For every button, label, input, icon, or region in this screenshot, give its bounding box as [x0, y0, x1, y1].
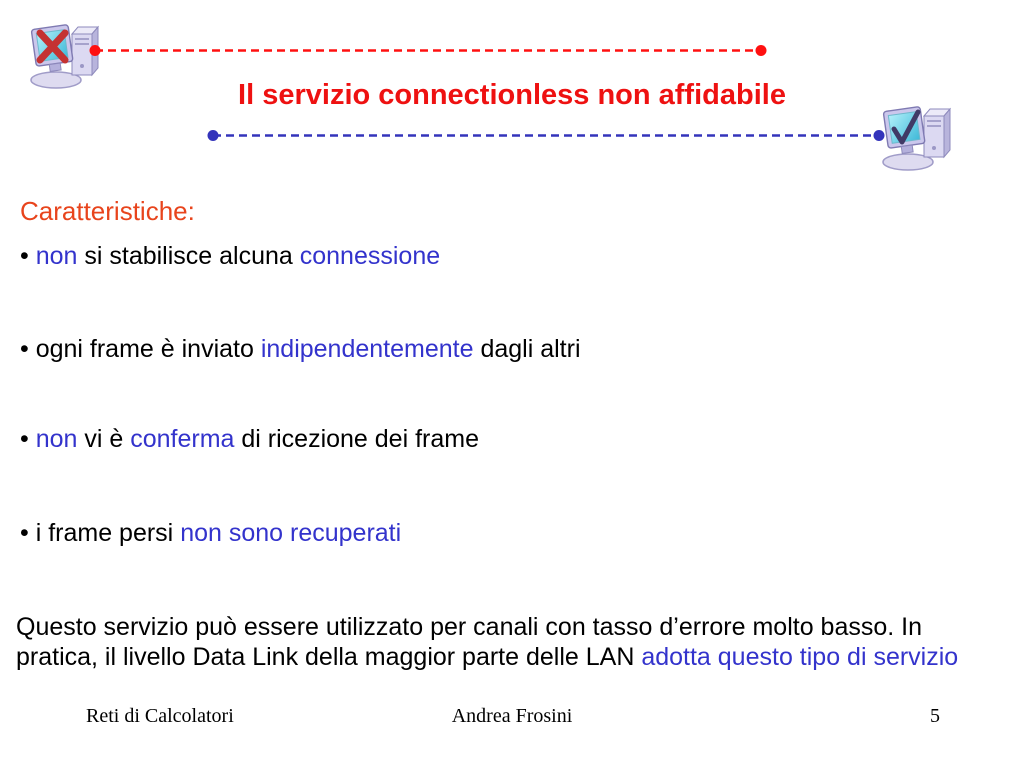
text-segment: vi è: [77, 425, 131, 453]
closing-paragraph: [16, 612, 1010, 672]
text-segment: •: [20, 242, 36, 270]
text-segment: non: [35, 242, 78, 270]
text-segment: • ogni frame è inviato: [20, 335, 261, 363]
bullet-item: [20, 519, 401, 548]
bullet-item: [20, 242, 440, 271]
text-segment: • i frame persi: [20, 519, 181, 547]
text-segment: connessione: [299, 242, 441, 270]
line-end-dot: [208, 130, 219, 141]
footer-page-number: 5: [930, 705, 940, 727]
text-segment: dagli altri: [473, 335, 581, 363]
text-segment: non: [35, 425, 78, 453]
section-heading: Caratteristiche:: [20, 196, 195, 226]
footer-course-title: Reti di Calcolatori: [86, 705, 234, 727]
text-segment: •: [20, 425, 36, 453]
line-end-dot: [90, 45, 101, 56]
text-segment: indipendentemente: [260, 335, 474, 363]
text-segment: adotta questo tipo di servizio: [641, 643, 959, 671]
text-segment: si stabilisce alcuna: [77, 242, 300, 270]
bullet-item: [20, 335, 581, 364]
text-segment: non sono recuperati: [180, 519, 402, 547]
line-end-dot: [756, 45, 767, 56]
text-segment: Questo servizio può essere utilizzato per canali con tasso d’errore molto basso. In pratica, il livello Data Link della maggior parte delle LAN: [16, 613, 929, 671]
blue-dashed-connector: [205, 127, 887, 144]
computer-check-icon: [878, 102, 954, 172]
text-segment: di ricezione dei frame: [234, 425, 479, 453]
slide-footer: [0, 705, 1024, 731]
slide-title: Il servizio connectionless non affidabile: [238, 79, 786, 111]
red-dashed-connector: [87, 42, 769, 59]
footer-author: Andrea Frosini: [451, 705, 573, 727]
text-segment: conferma: [130, 425, 235, 453]
bullet-item: [20, 425, 479, 454]
tower: [924, 109, 950, 157]
